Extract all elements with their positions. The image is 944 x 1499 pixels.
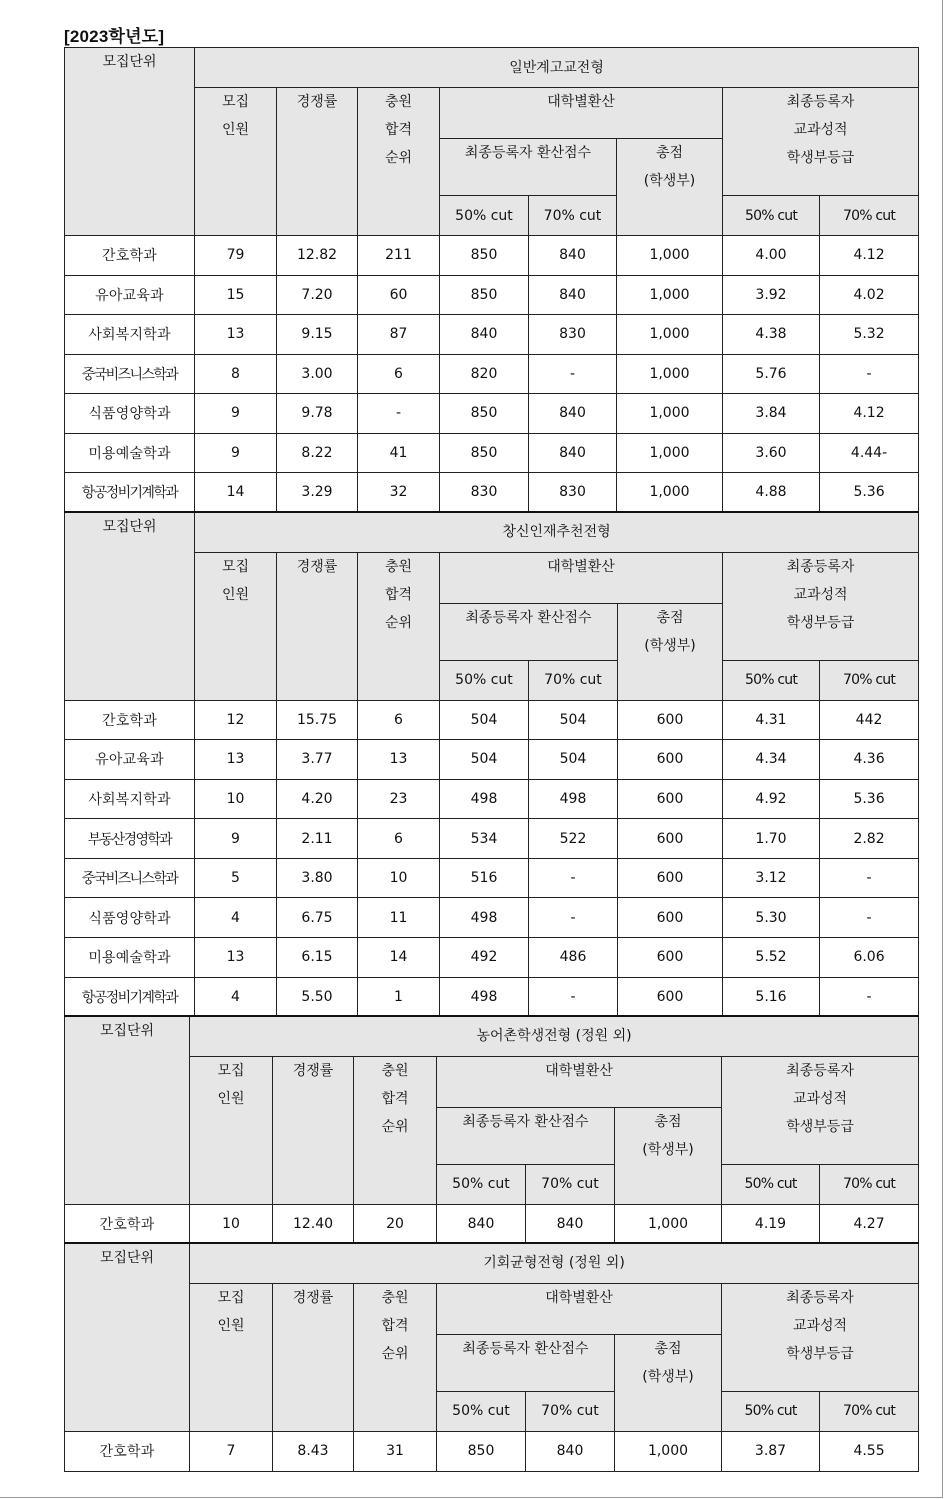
header-line: 합격: [384, 586, 413, 603]
header-line: 순위: [381, 1118, 409, 1135]
cell-rank: 87: [358, 315, 440, 355]
cell-rank: 6: [358, 700, 440, 740]
header-line: 합격: [381, 1090, 409, 1107]
grade-cut50-header: 50% cut: [723, 660, 820, 700]
cell-g70: -: [820, 858, 919, 898]
dept-cell: 간호학과: [65, 1431, 190, 1471]
cell-comp: 4.20: [277, 779, 358, 819]
table-row: [65, 315, 919, 355]
cell-total: 600: [618, 779, 723, 819]
cell-s70: -: [529, 858, 618, 898]
cell-s70: -: [529, 354, 617, 394]
waitlist-header: [354, 1283, 437, 1431]
header-line: (학생부): [642, 1368, 694, 1385]
cell-cap: 9: [195, 394, 277, 434]
header-line: 최종등록자: [786, 558, 855, 575]
dept-cell: 유아교육과: [65, 740, 195, 780]
competition-header: 경쟁률: [277, 88, 358, 236]
cell-s50: 498: [440, 898, 529, 938]
grade-cut70-header: 70% cut: [820, 196, 919, 236]
cell-g50: 3.84: [723, 394, 820, 434]
header-line: 모집: [221, 94, 250, 110]
cell-total: 1,000: [615, 1431, 722, 1471]
cell-s70: 840: [529, 236, 617, 276]
cell-total: 1,000: [617, 473, 723, 513]
score-cut50-header: 50% cut: [437, 1164, 526, 1204]
table-row: [65, 858, 919, 898]
conversion-header: 대학별환산: [440, 552, 723, 603]
cell-g70: 4.44-: [820, 433, 919, 473]
cell-g70: 4.55: [820, 1431, 919, 1471]
conversion-header: 대학별환산: [437, 1056, 722, 1107]
cell-cap: 10: [195, 779, 277, 819]
cell-s50: 516: [440, 858, 529, 898]
cell-total: 1,000: [617, 275, 723, 315]
grade-cut50-header: 50% cut: [722, 1391, 820, 1431]
admission-table: [64, 1242, 919, 1472]
cell-total: 1,000: [617, 433, 723, 473]
competition-header: 경쟁률: [273, 1283, 354, 1431]
header-line: (학생부): [644, 637, 696, 654]
cell-g70: 442: [820, 700, 919, 740]
cell-s50: 830: [440, 473, 529, 513]
cell-g50: 5.30: [723, 898, 820, 938]
cell-g50: 1.70: [723, 819, 820, 859]
cell-g70: -: [820, 354, 919, 394]
cell-g50: 4.88: [723, 473, 820, 513]
header-line: 총점: [654, 1340, 682, 1357]
cell-total: 600: [618, 700, 723, 740]
dept-cell: 중국비즈니스학과: [65, 354, 195, 394]
header-line: 합격: [384, 122, 413, 138]
cell-s50: 840: [437, 1204, 526, 1244]
cell-cap: 79: [195, 236, 277, 276]
cell-g70: 4.12: [820, 236, 919, 276]
cell-g70: -: [820, 977, 919, 1017]
cell-g70: 2.82: [820, 819, 919, 859]
admission-table: [64, 47, 919, 513]
competition-header: 경쟁률: [277, 552, 358, 700]
header-line: 총점: [655, 145, 684, 161]
waitlist-header: [354, 1056, 437, 1204]
dept-cell: 사회복지학과: [65, 779, 195, 819]
final-score-header: 최종등록자 환산점수: [437, 1334, 615, 1391]
dept-cell: 간호학과: [65, 700, 195, 740]
cell-g50: 4.31: [723, 700, 820, 740]
cell-g50: 3.92: [723, 275, 820, 315]
grade-cut70-header: 70% cut: [820, 1164, 919, 1204]
header-line: 교과성적: [793, 122, 848, 138]
score-cut70-header: 70% cut: [529, 196, 617, 236]
cell-g50: 4.38: [723, 315, 820, 355]
dept-cell: 미용예술학과: [65, 433, 195, 473]
cell-comp: 3.77: [277, 740, 358, 780]
grades-header: [722, 1283, 919, 1391]
cell-cap: 10: [190, 1204, 273, 1244]
cell-s70: 504: [529, 700, 618, 740]
final-score-header: 최종등록자 환산점수: [437, 1107, 615, 1164]
dept-cell: 사회복지학과: [65, 315, 195, 355]
dept-cell: 항공정비기계학과: [65, 473, 195, 513]
header-line: 모집: [217, 1289, 245, 1306]
cell-rank: 41: [358, 433, 440, 473]
cell-s70: 840: [529, 275, 617, 315]
cell-g50: 4.92: [723, 779, 820, 819]
header-line: 순위: [384, 150, 413, 166]
cell-g70: 4.36: [820, 740, 919, 780]
cell-rank: 1: [358, 977, 440, 1017]
cell-g70: 5.36: [820, 473, 919, 513]
cell-rank: 23: [358, 779, 440, 819]
cell-comp: 3.80: [277, 858, 358, 898]
score-cut70-header: 70% cut: [529, 660, 618, 700]
cell-cap: 4: [195, 977, 277, 1017]
header-line: (학생부): [642, 1141, 694, 1158]
header-line: 인원: [221, 586, 250, 603]
cell-rank: 11: [358, 898, 440, 938]
cell-comp: 8.43: [273, 1431, 354, 1471]
cell-comp: 6.15: [277, 938, 358, 978]
grade-cut70-header: 70% cut: [820, 660, 919, 700]
cell-g50: 5.16: [723, 977, 820, 1017]
cell-s50: 498: [440, 779, 529, 819]
header-line: 총점: [656, 609, 684, 626]
cell-total: 1,000: [617, 354, 723, 394]
cell-s50: 504: [440, 740, 529, 780]
cell-s70: 840: [529, 433, 617, 473]
table-row: [65, 898, 919, 938]
cell-rank: -: [358, 394, 440, 434]
cell-rank: 31: [354, 1431, 437, 1471]
header-line: 모집: [221, 558, 250, 575]
total-header: [618, 603, 723, 700]
cell-rank: 60: [358, 275, 440, 315]
conversion-header: 대학별환산: [440, 88, 723, 139]
cell-g50: 3.60: [723, 433, 820, 473]
dept-cell: 유아교육과: [65, 275, 195, 315]
cell-s70: 830: [529, 473, 617, 513]
cell-s50: 504: [440, 700, 529, 740]
capacity-header: [195, 552, 277, 700]
header-line: 순위: [384, 614, 413, 631]
score-cut70-header: 70% cut: [526, 1164, 615, 1204]
cell-g50: 3.87: [722, 1431, 820, 1471]
header-line: 학생부등급: [786, 614, 855, 631]
cell-cap: 13: [195, 938, 277, 978]
table-row: [65, 700, 919, 740]
cell-s50: 850: [440, 394, 529, 434]
grade-cut70-header: 70% cut: [820, 1391, 919, 1431]
cell-cap: 4: [195, 898, 277, 938]
waitlist-header: [358, 552, 440, 700]
cell-rank: 20: [354, 1204, 437, 1244]
unit-header: 모집단위: [65, 1016, 190, 1204]
cell-s70: 504: [529, 740, 618, 780]
cell-rank: 14: [358, 938, 440, 978]
cell-total: 600: [618, 977, 723, 1017]
cell-s50: 850: [440, 236, 529, 276]
header-line: 학생부등급: [786, 150, 855, 166]
cell-comp: 12.82: [277, 236, 358, 276]
dept-cell: 식품영양학과: [65, 394, 195, 434]
cell-cap: 12: [195, 700, 277, 740]
table-row: [65, 1204, 919, 1244]
dept-cell: 미용예술학과: [65, 938, 195, 978]
cell-cap: 13: [195, 315, 277, 355]
cell-s70: 840: [526, 1431, 615, 1471]
cell-s50: 840: [440, 315, 529, 355]
cell-s50: 534: [440, 819, 529, 859]
cell-total: 1,000: [617, 394, 723, 434]
grades-header: [722, 1056, 919, 1164]
cell-total: 600: [618, 938, 723, 978]
cell-s70: 498: [529, 779, 618, 819]
dept-cell: 중국비즈니스학과: [65, 858, 195, 898]
cell-g50: 3.12: [723, 858, 820, 898]
cell-g70: 5.36: [820, 779, 919, 819]
dept-cell: 간호학과: [65, 1204, 190, 1244]
cell-g50: 4.19: [722, 1204, 820, 1244]
cell-comp: 12.40: [273, 1204, 354, 1244]
score-cut50-header: 50% cut: [440, 196, 529, 236]
final-score-header: 최종등록자 환산점수: [440, 603, 618, 660]
cell-cap: 7: [190, 1431, 273, 1471]
cell-g70: 4.12: [820, 394, 919, 434]
cell-g50: 4.00: [723, 236, 820, 276]
cell-s50: 820: [440, 354, 529, 394]
cell-comp: 9.78: [277, 394, 358, 434]
cell-comp: 7.20: [277, 275, 358, 315]
admission-table: [64, 511, 919, 1017]
header-line: 최종등록자: [786, 94, 855, 110]
cell-g50: 5.76: [723, 354, 820, 394]
cell-rank: 32: [358, 473, 440, 513]
cell-s50: 498: [440, 977, 529, 1017]
cell-s70: 840: [529, 394, 617, 434]
cell-g70: 6.06: [820, 938, 919, 978]
table-row: [65, 394, 919, 434]
cell-comp: 5.50: [277, 977, 358, 1017]
cell-cap: 8: [195, 354, 277, 394]
header-line: 충원: [381, 1289, 409, 1306]
total-header: [615, 1107, 722, 1204]
cell-rank: 13: [358, 740, 440, 780]
cell-total: 1,000: [617, 236, 723, 276]
capacity-header: [195, 88, 277, 236]
grade-cut50-header: 50% cut: [722, 1164, 820, 1204]
cell-cap: 9: [195, 819, 277, 859]
score-cut50-header: 50% cut: [440, 660, 529, 700]
header-line: 최종등록자: [786, 1062, 854, 1079]
cell-s50: 850: [437, 1431, 526, 1471]
final-score-header: 최종등록자 환산점수: [440, 139, 617, 196]
capacity-header: [190, 1056, 273, 1204]
header-line: 순위: [381, 1345, 409, 1362]
total-header: [617, 139, 723, 236]
cell-s70: 830: [529, 315, 617, 355]
cell-total: 1,000: [615, 1204, 722, 1244]
grade-cut50-header: 50% cut: [723, 196, 820, 236]
cell-g70: 4.27: [820, 1204, 919, 1244]
waitlist-header: [358, 88, 440, 236]
cell-g70: -: [820, 898, 919, 938]
table-row: [65, 819, 919, 859]
cell-s50: 492: [440, 938, 529, 978]
section-title: 일반계고교전형: [195, 48, 919, 88]
cell-rank: 10: [358, 858, 440, 898]
grades-header: [723, 88, 919, 196]
header-line: 충원: [384, 558, 413, 575]
header-line: 최종등록자: [786, 1289, 854, 1306]
cell-g70: 4.02: [820, 275, 919, 315]
table-row: [65, 1431, 919, 1471]
header-line: 학생부등급: [786, 1345, 854, 1362]
table-row: [65, 354, 919, 394]
cell-total: 1,000: [617, 315, 723, 355]
cell-rank: 6: [358, 819, 440, 859]
header-line: 충원: [381, 1062, 409, 1079]
cell-total: 600: [618, 858, 723, 898]
dept-cell: 식품영양학과: [65, 898, 195, 938]
table-row: [65, 236, 919, 276]
cell-rank: 6: [358, 354, 440, 394]
competition-header: 경쟁률: [273, 1056, 354, 1204]
cell-comp: 2.11: [277, 819, 358, 859]
dept-cell: 간호학과: [65, 236, 195, 276]
header-line: 교과성적: [793, 586, 848, 603]
dept-cell: 항공정비기계학과: [65, 977, 195, 1017]
cell-comp: 6.75: [277, 898, 358, 938]
unit-header: 모집단위: [65, 1243, 190, 1431]
header-line: 학생부등급: [786, 1118, 854, 1135]
cell-s70: -: [529, 977, 618, 1017]
header-line: 충원: [384, 94, 413, 110]
score-cut50-header: 50% cut: [437, 1391, 526, 1431]
cell-cap: 13: [195, 740, 277, 780]
cell-s50: 850: [440, 433, 529, 473]
cell-comp: 3.29: [277, 473, 358, 513]
cell-s50: 850: [440, 275, 529, 315]
cell-comp: 3.00: [277, 354, 358, 394]
score-cut70-header: 70% cut: [526, 1391, 615, 1431]
table-row: [65, 977, 919, 1017]
unit-header: 모집단위: [65, 48, 195, 236]
unit-header: 모집단위: [65, 512, 195, 700]
header-line: 총점: [654, 1113, 682, 1130]
cell-s70: 486: [529, 938, 618, 978]
cell-total: 600: [618, 819, 723, 859]
table-row: [65, 473, 919, 513]
cell-comp: 9.15: [277, 315, 358, 355]
dept-cell: 부동산경영학과: [65, 819, 195, 859]
cell-rank: 211: [358, 236, 440, 276]
table-row: [65, 938, 919, 978]
header-line: 모집: [217, 1062, 245, 1079]
header-line: 교과성적: [792, 1090, 848, 1107]
cell-comp: 15.75: [277, 700, 358, 740]
header-line: 교과성적: [792, 1317, 848, 1334]
header-line: (학생부): [643, 173, 696, 189]
cell-s70: -: [529, 898, 618, 938]
conversion-header: 대학별환산: [437, 1283, 722, 1334]
table-row: [65, 433, 919, 473]
cell-s70: 522: [529, 819, 618, 859]
cell-g50: 5.52: [723, 938, 820, 978]
cell-s70: 840: [526, 1204, 615, 1244]
cell-cap: 5: [195, 858, 277, 898]
admission-table: [64, 1015, 919, 1245]
cell-total: 600: [618, 898, 723, 938]
cell-cap: 9: [195, 433, 277, 473]
cell-total: 600: [618, 740, 723, 780]
section-title: 기회균형전형 (정원 외): [190, 1243, 919, 1283]
cell-g50: 4.34: [723, 740, 820, 780]
header-line: 합격: [381, 1317, 409, 1334]
header-line: 인원: [217, 1090, 245, 1107]
cell-cap: 14: [195, 473, 277, 513]
capacity-header: [190, 1283, 273, 1431]
header-line: 인원: [221, 122, 250, 138]
cell-g70: 5.32: [820, 315, 919, 355]
total-header: [615, 1334, 722, 1431]
table-row: [65, 275, 919, 315]
table-row: [65, 740, 919, 780]
header-line: 인원: [217, 1317, 245, 1334]
grades-header: [723, 552, 919, 660]
table-row: [65, 779, 919, 819]
section-title: 창신인재추천전형: [195, 512, 919, 552]
document-title: [2023학년도]: [64, 27, 165, 46]
cell-cap: 15: [195, 275, 277, 315]
cell-comp: 8.22: [277, 433, 358, 473]
section-title: 농어촌학생전형 (정원 외): [190, 1016, 919, 1056]
